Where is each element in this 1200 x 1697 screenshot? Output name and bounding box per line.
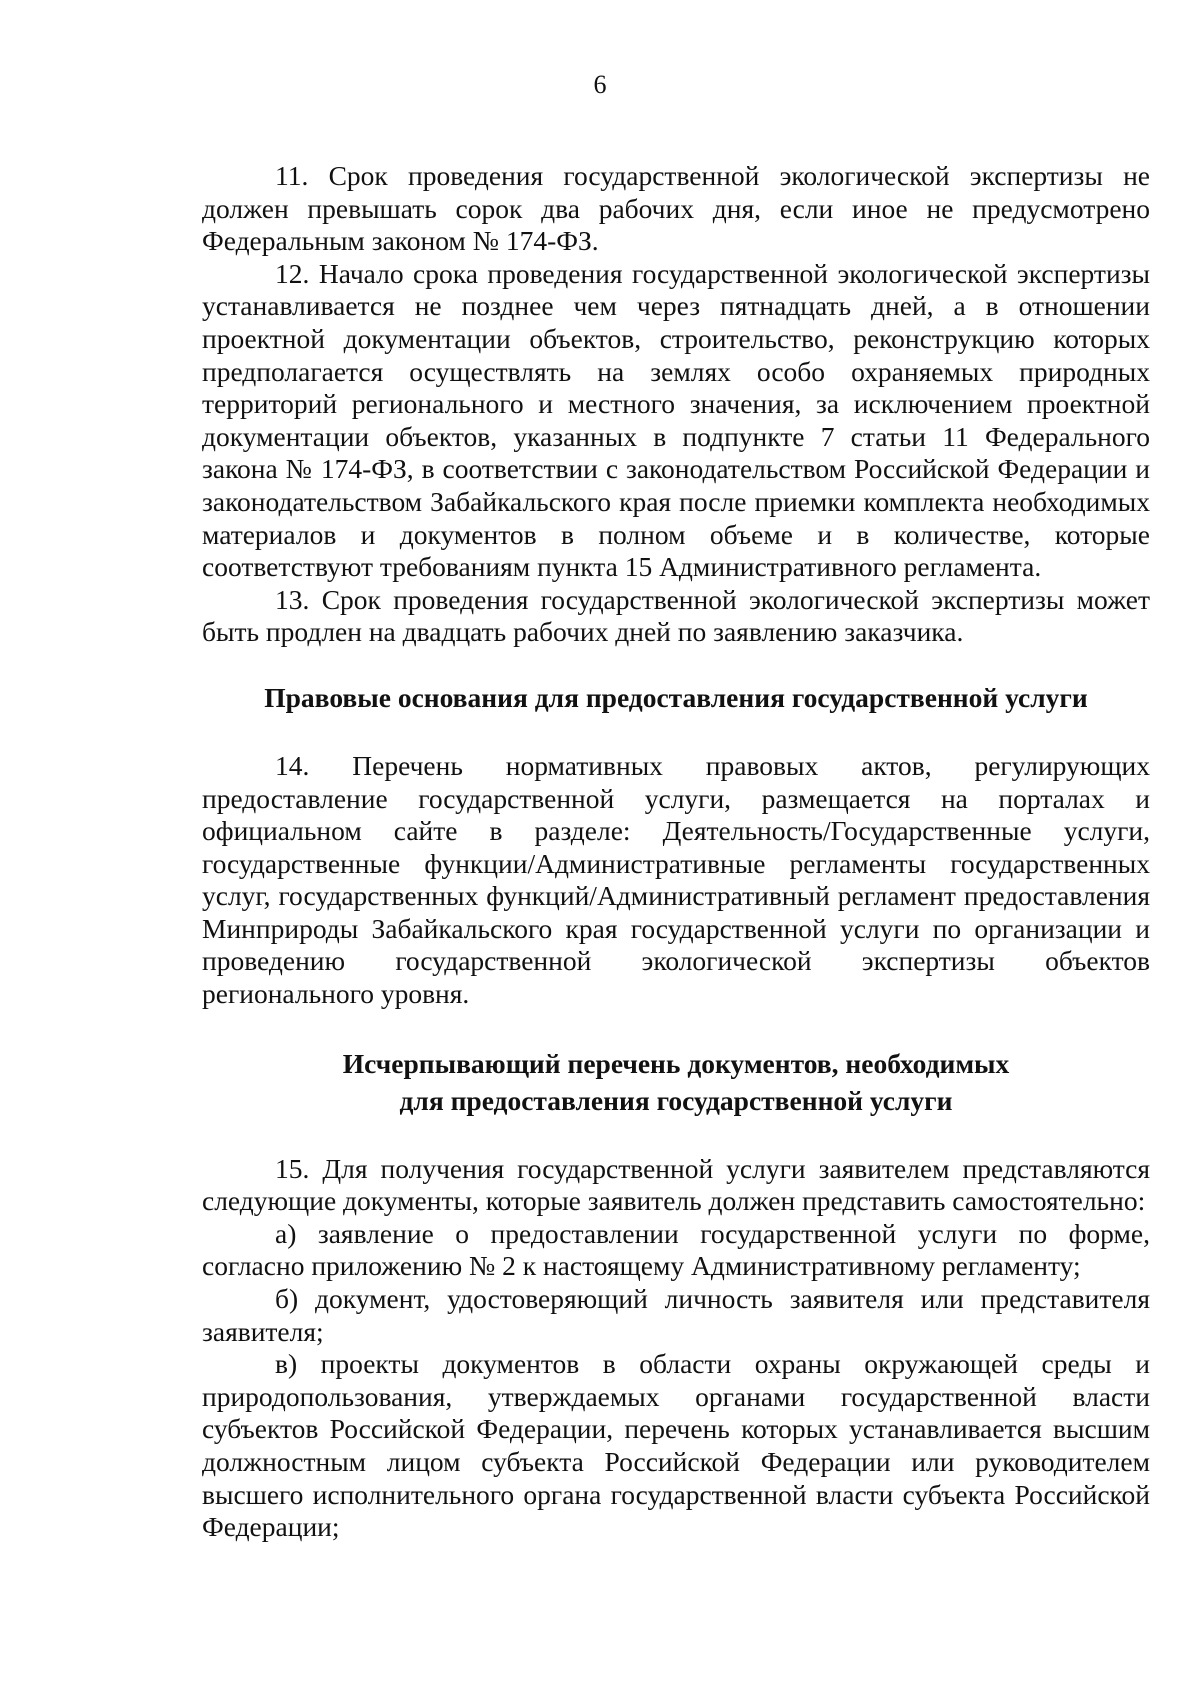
paragraph-11: 11. Срок проведения государственной экологической экспертизы не должен превышать сорок два рабочих дня, если иное не предусмотрено Федеральным законом № 174-ФЗ. [202,160,1150,257]
document-body [202,160,1150,1544]
page-number: 6 [593,70,607,99]
section-heading-line-2: для предоставления государственной услуги [399,1084,953,1116]
paragraph-15-b: б) документ, удостоверяющий личность заявителя или представителя заявителя; [202,1283,1150,1347]
paragraph-12: 12. Начало срока проведения государственной экологической экспертизы устанавливается не позднее чем через пятнадцать дней, а в отношении проектной документации объектов, строительство, реконструкцию которых предполагается осуществлять на землях особо охраняемых природных территорий регионального и местного значения, за исключением проектной документации объектов, указанных в подпункте 7 статьи 11 Федерального закона № 174-ФЗ, в соответствии с законодательством Российской Федерации и законодательством Забайкальского края после приемки комплекта необходимых материалов и документов в полном объеме и в количестве, которые соответствуют требованиям пункта 15 Административного регламента. [202,257,1150,583]
paragraph-15: 15. Для получения государственной услуги заявителем представляются следующие документы, которые заявитель должен представить самостоятельно: [202,1152,1150,1217]
section-heading-documents-list [202,1045,1150,1119]
paragraph-15-a: а) заявление о предоставлении государственной услуги по форме, согласно приложению № 2 к настоящему Административному регламенту; [202,1217,1150,1282]
section-heading-legal-basis: Правовые основания для предоставления государственной услуги [264,681,1088,713]
paragraph-15-v: в) проекты документов в области охраны окружающей среды и природопользования, утверждаемых органами государственной власти субъектов Российской Федерации, перечень которых устанавливается высшим должностным лицом субъекта Российской Федерации или руководителем высшего исполнительного органа государственной власти субъекта Российской Федерации; [202,1348,1150,1543]
section-heading-line-1: Исчерпывающий перечень документов, необходимых [342,1047,1010,1079]
paragraph-13: 13. Срок проведения государственной экологической экспертизы может быть продлен на двадцать рабочих дней по заявлению заказчика. [202,583,1150,648]
paragraph-14: 14. Перечень нормативных правовых актов, регулирующих предоставление государственной услуги, размещается на порталах и официальном сайте в разделе: Деятельность/Государственные услуги, государственные функции/Административные регламенты государственных услуг, государственных функций/Административный регламент предоставления Минприроды Забайкальского края государственной услуги по организации и проведению государственной экологической экспертизы объектов регионального уровня. [202,749,1150,1010]
